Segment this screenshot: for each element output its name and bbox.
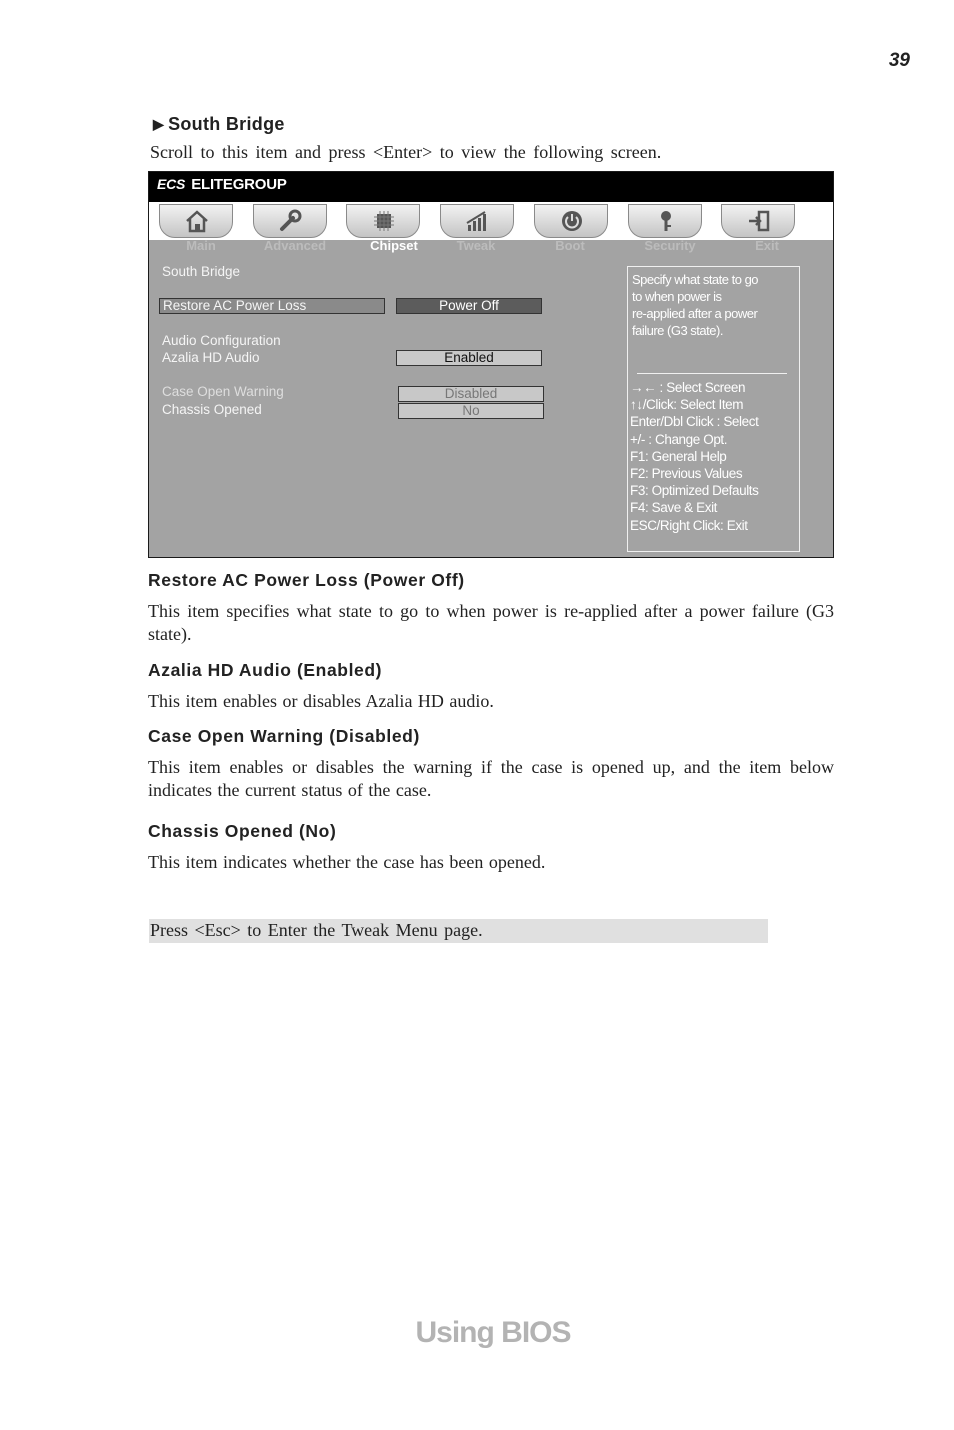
help-line: failure (G3 state).: [632, 323, 723, 338]
exit-door-icon[interactable]: [721, 204, 795, 238]
tab-tweak[interactable]: Tweak: [456, 238, 496, 253]
key-legend-item: F4: Save & Exit: [630, 500, 718, 516]
power-icon[interactable]: [534, 204, 608, 238]
chassis-opened-heading: Chassis Opened (No): [148, 821, 337, 841]
section-heading: [153, 114, 285, 135]
tab-advanced[interactable]: Advanced: [263, 238, 327, 253]
help-divider: [637, 373, 787, 374]
help-panel: [627, 266, 800, 552]
azalia-description: This item enables or disables Azalia HD audio.: [148, 691, 494, 711]
help-line: to when power is: [632, 289, 722, 304]
bios-title-bar: [149, 172, 833, 202]
restore-ac-power-loss-value[interactable]: Power Off: [396, 298, 542, 314]
triangle-bullet-icon: ▶: [153, 116, 165, 132]
chassis-opened-value: No: [398, 403, 544, 419]
audio-configuration-label: Audio Configuration: [162, 333, 281, 348]
tab-boot[interactable]: Boot: [555, 238, 585, 253]
bios-tab-icon-bar: [149, 202, 833, 240]
azalia-hd-audio-value[interactable]: Enabled: [396, 350, 542, 366]
restore-ac-power-loss-label: Restore AC Power Loss: [163, 298, 307, 313]
key-legend-item: ↑↓/Click: Select Item: [630, 397, 744, 413]
key-legend: [630, 379, 759, 534]
esc-note-text: Press <Esc> to Enter the Tweak Menu page.: [150, 920, 483, 940]
tab-security[interactable]: Security: [644, 238, 696, 253]
section-title: South Bridge: [168, 114, 285, 134]
key-legend-item: F1: General Help: [630, 448, 727, 464]
wrench-icon[interactable]: [253, 204, 327, 238]
key-legend-item: ESC/Right Click: Exit: [630, 517, 748, 533]
home-icon[interactable]: [159, 204, 233, 238]
case-open-heading: Case Open Warning (Disabled): [148, 726, 420, 746]
case-open-warning-label[interactable]: Case Open Warning: [162, 384, 284, 399]
help-line: re-applied after a power: [632, 306, 758, 321]
key-legend-item: +/- : Change Opt.: [630, 431, 728, 447]
footer-title: Using BIOS: [415, 1316, 571, 1349]
bios-brand-name: ELITEGROUP: [191, 176, 287, 193]
key-legend-item: F3: Optimized Defaults: [630, 483, 759, 499]
esc-note-bar: [149, 919, 768, 943]
restore-ac-power-loss-item[interactable]: [159, 298, 385, 314]
azalia-heading: Azalia HD Audio (Enabled): [148, 660, 383, 680]
help-line: Specify what state to go: [632, 272, 759, 287]
restore-ac-description: This item specifies what state to go to when power is re-applied after a power failure (G3 state).: [148, 601, 834, 644]
tab-main[interactable]: Main: [186, 238, 216, 253]
key-legend-item: Enter/Dbl Click : Select: [630, 414, 759, 430]
case-open-description: This item enables or disables the warning if the case is opened up, and the item below indicates the current status of the case.: [148, 757, 834, 800]
tab-chipset[interactable]: Chipset: [370, 238, 418, 253]
key-icon[interactable]: [628, 204, 702, 238]
bar-chart-icon[interactable]: [440, 204, 514, 238]
chip-icon[interactable]: [346, 204, 420, 238]
help-description: [632, 271, 797, 339]
azalia-hd-audio-label[interactable]: Azalia HD Audio: [162, 350, 260, 365]
tab-exit[interactable]: Exit: [755, 238, 779, 253]
chassis-opened-label: Chassis Opened: [162, 402, 262, 417]
ecs-logo-icon: ECS: [157, 176, 186, 192]
case-open-warning-value[interactable]: Disabled: [398, 386, 544, 402]
bios-screen-title: South Bridge: [162, 264, 241, 279]
section-intro: Scroll to this item and press <Enter> to view the following screen.: [150, 142, 662, 162]
bios-brand: [157, 176, 287, 193]
chassis-opened-description: This item indicates whether the case has been opened.: [148, 852, 546, 872]
key-legend-item: F2: Previous Values: [630, 466, 743, 482]
restore-ac-heading: Restore AC Power Loss (Power Off): [148, 570, 465, 590]
bios-screen: [148, 171, 834, 558]
key-legend-item: →← : Select Screen: [630, 380, 746, 395]
page-number: 39: [888, 50, 910, 71]
